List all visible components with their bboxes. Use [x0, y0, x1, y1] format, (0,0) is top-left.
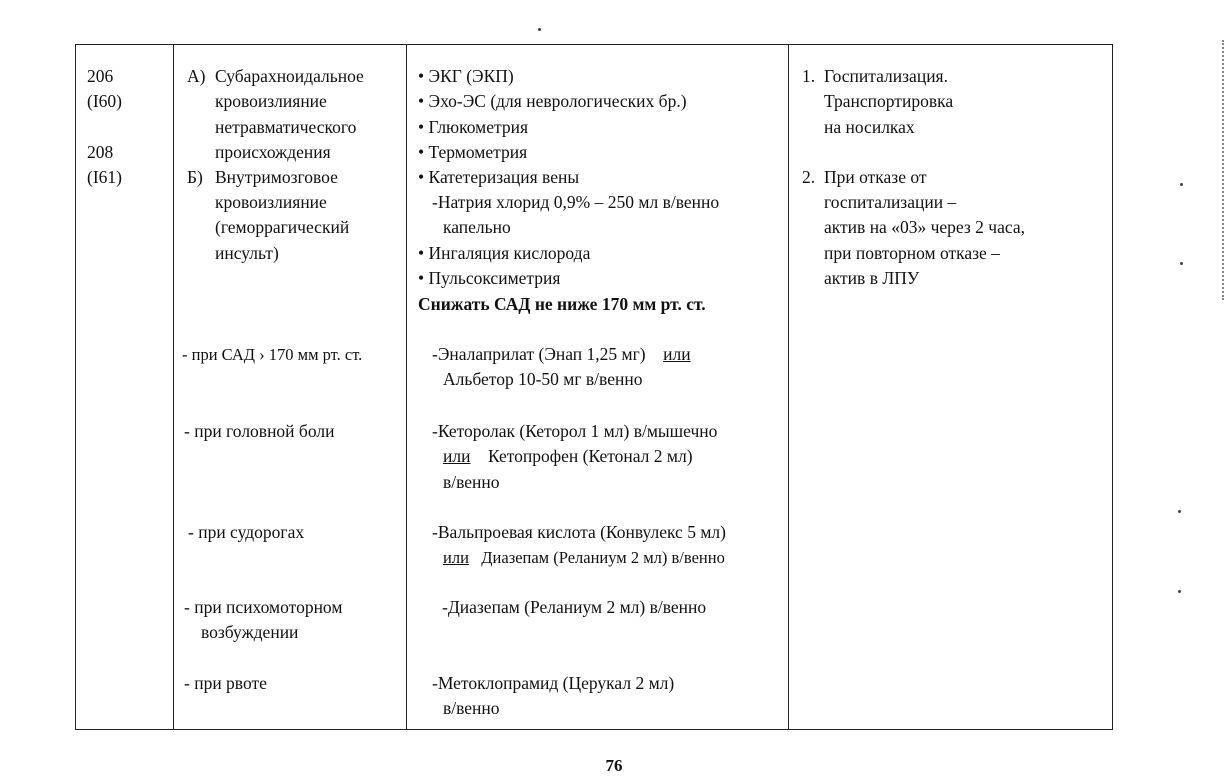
- measure-item: • Эхо-ЭС (для неврологических бр.): [418, 91, 687, 111]
- page-number: 76: [605, 756, 623, 775]
- diagnosis-b-line: кровоизлияние: [215, 192, 327, 212]
- scan-speck: [1178, 510, 1181, 513]
- scan-speck: [1180, 262, 1183, 265]
- diagnosis-b-marker: Б): [187, 167, 203, 187]
- treatment-headache: -Кеторолак (Кеторол 1 мл) в/мышечно: [432, 421, 718, 441]
- diagnosis-b-line: инсульт): [215, 243, 279, 263]
- action-2-line: при повторном отказе –: [824, 243, 1000, 263]
- action-1-line: на носилках: [824, 117, 915, 137]
- bullet: •: [418, 142, 425, 162]
- bp-target-note: Снижать САД не ниже 170 мм рт. ст.: [418, 294, 706, 314]
- action-1-number: 1.: [802, 66, 816, 86]
- measure-item: • ЭКГ (ЭКП): [418, 66, 514, 86]
- measure-item: • Глюкометрия: [418, 117, 529, 137]
- measure-item: • Пульсоксиметрия: [418, 268, 561, 288]
- bullet: •: [418, 167, 425, 187]
- action-2-line: актив в ЛПУ: [824, 268, 920, 288]
- action-1-line: Госпитализация.: [824, 66, 948, 86]
- infusion-line: -Натрия хлорид 0,9% – 250 мл в/венно: [432, 192, 720, 212]
- condition-vomiting: - при рвоте: [184, 673, 267, 693]
- treatment-vomiting: в/венно: [443, 698, 500, 718]
- bullet: •: [418, 268, 425, 288]
- column-divider: [173, 45, 174, 729]
- code-208: 208: [87, 142, 114, 162]
- diagnosis-a-line: нетравматического: [215, 117, 357, 137]
- code-206: 206: [87, 66, 114, 86]
- treatment-headache: или Кетопрофен (Кетонал 2 мл): [443, 446, 693, 466]
- scan-edge: [1222, 40, 1226, 300]
- treatment-agitation: -Диазепам (Реланиум 2 мл) в/венно: [442, 597, 707, 617]
- condition-sad: - при САД › 170 мм рт. ст.: [182, 345, 363, 364]
- diagnosis-a-line: Субарахноидальное: [215, 66, 364, 86]
- condition-seizures: - при судорогах: [188, 522, 305, 542]
- infusion-line: капельно: [443, 217, 511, 237]
- bullet: •: [418, 117, 425, 137]
- condition-agitation: возбуждении: [201, 622, 299, 642]
- measure-item: • Термометрия: [418, 142, 528, 162]
- column-divider: [406, 45, 407, 729]
- scan-speck: [1178, 590, 1181, 593]
- treatment-seizures: или Диазепам (Реланиум 2 мл) в/венно: [443, 548, 725, 567]
- bullet: •: [418, 243, 425, 263]
- diagnosis-a-line: кровоизлияние: [215, 91, 327, 111]
- or-connector: или: [443, 548, 469, 567]
- measure-item: • Ингаляция кислорода: [418, 243, 591, 263]
- bullet: •: [418, 66, 425, 86]
- bullet: •: [418, 91, 425, 111]
- code-i61: (I61): [87, 167, 122, 187]
- scan-speck: [1180, 183, 1183, 186]
- or-connector: или: [443, 446, 471, 466]
- treatment-sad: -Эналаприлат (Энап 1,25 мг) или: [432, 344, 691, 364]
- diagnosis-a-marker: А): [187, 66, 206, 86]
- condition-headache: - при головной боли: [184, 421, 335, 441]
- treatment-seizures: -Вальпроевая кислота (Конвулекс 5 мл): [432, 522, 726, 542]
- action-2-line: госпитализации –: [824, 192, 957, 212]
- treatment-vomiting: -Метоклопрамид (Церукал 2 мл): [432, 673, 675, 693]
- diagnosis-a-line: происхождения: [215, 142, 331, 162]
- scan-speck: [538, 28, 541, 31]
- diagnosis-b-line: Внутримозговое: [215, 167, 338, 187]
- condition-agitation: - при психомоторном: [184, 597, 343, 617]
- treatment-headache: в/венно: [443, 472, 500, 492]
- measure-item: • Катетеризация вены: [418, 167, 580, 187]
- column-divider: [788, 45, 789, 729]
- code-i60: (I60): [87, 91, 122, 111]
- treatment-sad: Альбетор 10-50 мг в/венно: [443, 369, 643, 389]
- protocol-table: [75, 44, 1113, 730]
- action-1-line: Транспортировка: [824, 91, 954, 111]
- action-2-line: актив на «03» через 2 часа,: [824, 217, 1025, 237]
- action-2-number: 2.: [802, 167, 816, 187]
- action-2-line: При отказе от: [824, 167, 927, 187]
- or-connector: или: [663, 344, 691, 364]
- diagnosis-b-line: (геморрагический: [215, 217, 350, 237]
